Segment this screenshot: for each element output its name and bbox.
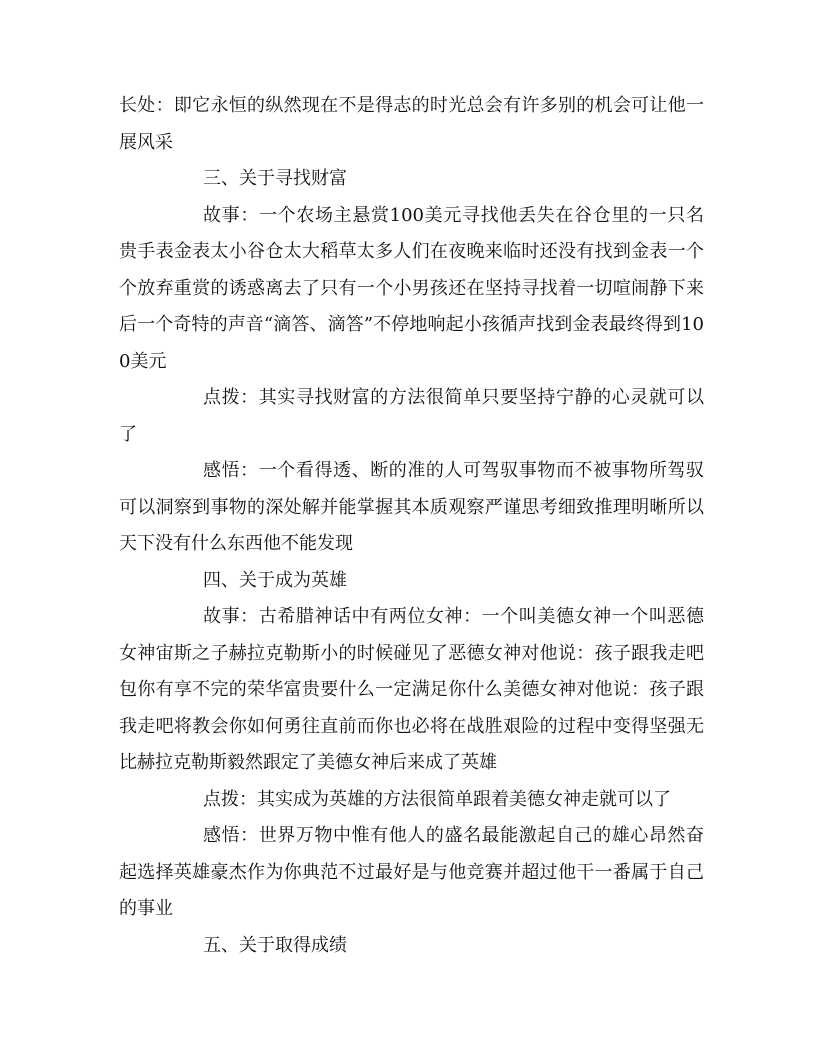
- document-body: [119, 88, 704, 964]
- paragraph-insight-wealth: 感悟：一个看得透、断的准的人可驾驭事物而不被事物所驾驭可以洞察到事物的深处解并能掌握其本质观察严谨思考细致推理明晰所以天下没有什么东西他不能发现: [119, 460, 704, 554]
- paragraph-hint-wealth: 点拨：其实寻找财富的方法很简单只要坚持宁静的心灵就可以了: [119, 387, 704, 445]
- paragraph-strength-continuation: 长处：即它永恒的纵然现在不是得志的时光总会有许多别的机会可让他一展风采: [119, 95, 704, 153]
- section-heading-wealth: 三、关于寻找财富: [203, 168, 347, 189]
- paragraph-story-hero: 故事：古希腊神话中有两位女神：一个叫美德女神一个叫恶德女神宙斯之子赫拉克勒斯小的时候碰见了恶德女神对他说：孩子跟我走吧包你有享不完的荣华富贵要什么一定满足你什么美德女神对他说：孩子跟我走吧将教会你如何勇往直前而你也必将在战胜艰险的过程中变得坚强无比赫拉克勒斯毅然跟定了美德女神后来成了英雄: [119, 606, 704, 773]
- paragraph-hint-hero: 点拨：其实成为英雄的方法很简单跟着美德女神走就可以了: [203, 788, 671, 810]
- section-heading-achievement: 五、关于取得成绩: [203, 934, 347, 956]
- section-heading-hero: 四、关于成为英雄: [203, 569, 347, 591]
- paragraph-story-wealth: 故事：一个农场主悬赏100美元寻找他丢失在谷仓里的一只名贵手表金表太小谷仓太大稻草太多人们在夜晚来临时还没有找到金表一个个放弃重赏的诱惑离去了只有一个小男孩还在坚持寻找着一切喧闹静下来后一个奇特的声音“滴答、滴答”不停地响起小孩循声找到金表最终得到100美元: [119, 204, 704, 372]
- paragraph-insight-hero: 感悟：世界万物中惟有他人的盛名最能激起自己的雄心昂然奋起选择英雄豪杰作为你典范不过最好是与他竞赛并超过他干一番属于自己的事业: [119, 825, 704, 919]
